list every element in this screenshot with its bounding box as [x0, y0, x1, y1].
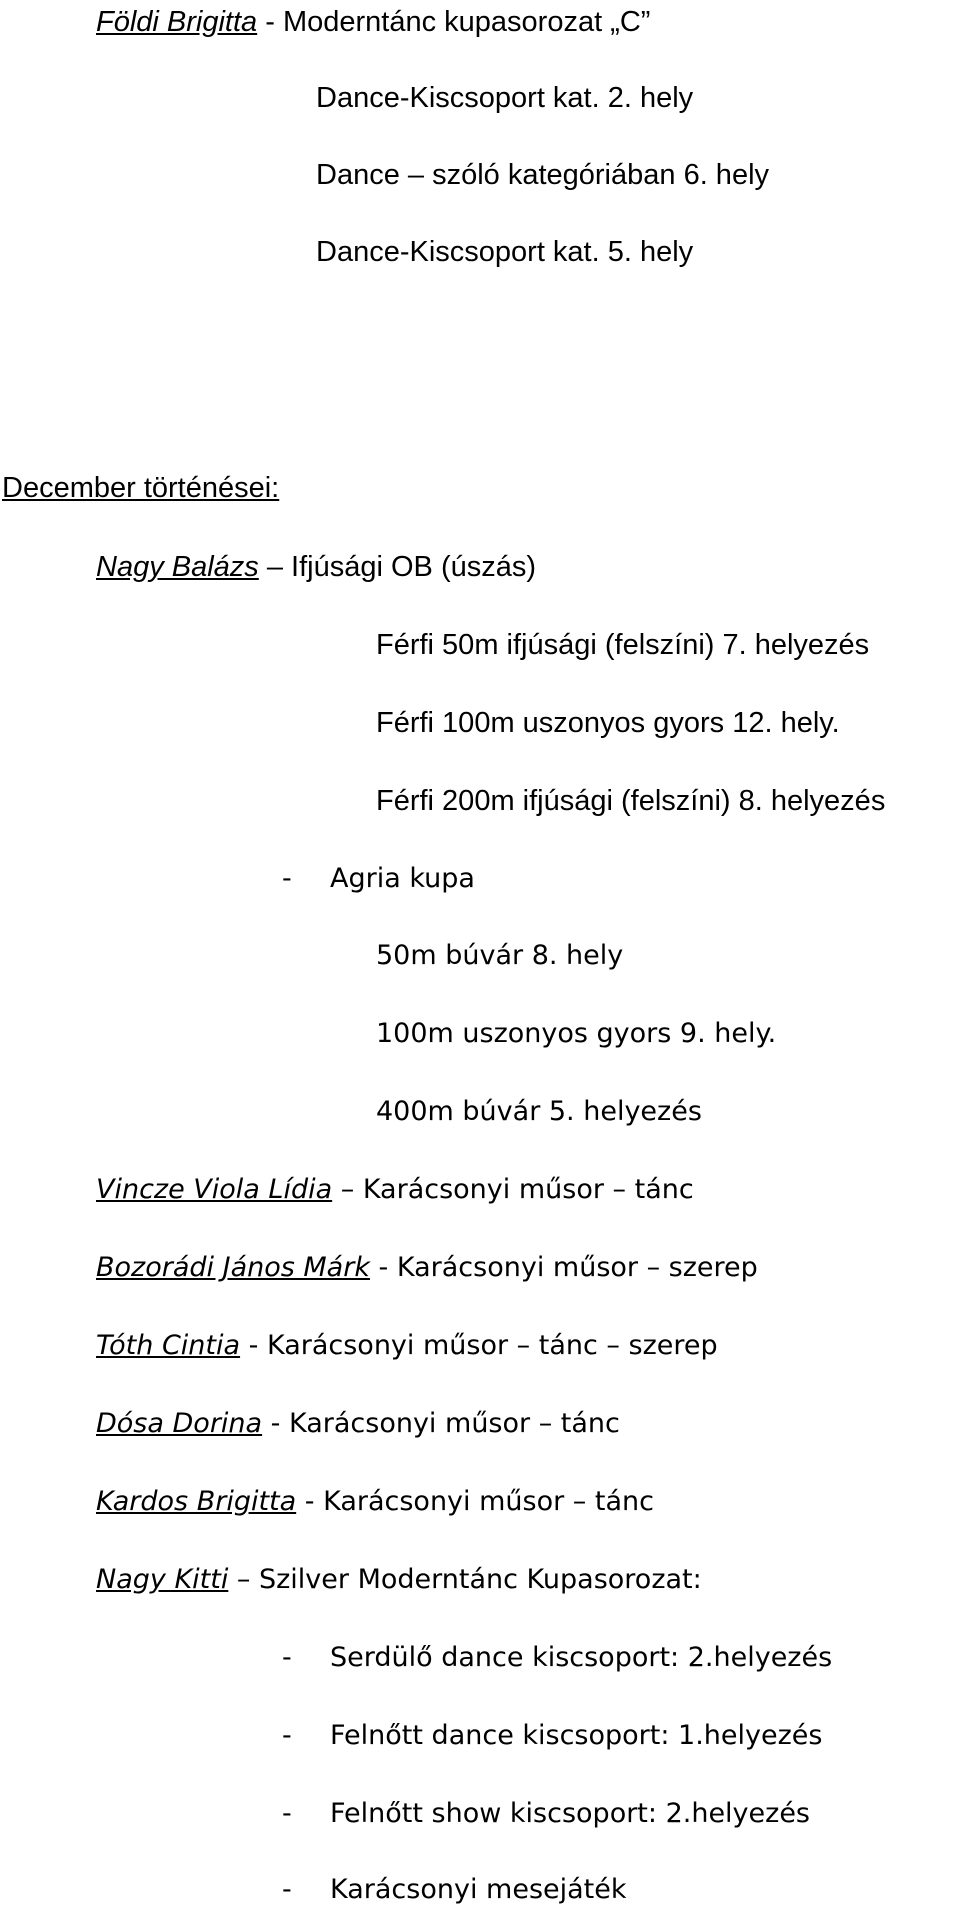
- entry-description: – Karácsonyi műsor – tánc: [332, 1174, 694, 1205]
- entry-description: - Moderntánc kupasorozat „C”: [257, 6, 651, 38]
- person-name: Vincze Viola Lídia: [96, 1174, 333, 1205]
- person-name: Bozorádi János Márk: [96, 1252, 370, 1283]
- competition-name: Agria kupa: [330, 863, 475, 894]
- entry-description: - Karácsonyi műsor – tánc – szerep: [240, 1330, 718, 1361]
- result-line: 100m uszonyos gyors 9. hely.: [376, 1018, 777, 1049]
- list-item: Serdülő dance kiscsoport: 2.helyezés: [330, 1642, 833, 1673]
- result-line: 400m búvár 5. helyezés: [376, 1096, 702, 1127]
- bullet-dash: -: [282, 1874, 292, 1905]
- result-line: Férfi 200m ifjúsági (felszíni) 8. helyezés: [376, 785, 886, 817]
- entry-line: [96, 1328, 718, 1364]
- bullet-dash: -: [282, 863, 292, 894]
- bullet-dash: -: [282, 1798, 292, 1829]
- person-name: Földi Brigitta: [96, 6, 258, 38]
- entry-description: - Karácsonyi műsor – tánc: [296, 1486, 654, 1517]
- entry-line: [96, 1406, 620, 1442]
- result-line: Férfi 100m uszonyos gyors 12. hely.: [376, 707, 840, 739]
- person-name: Dósa Dorina: [96, 1408, 263, 1439]
- result-line: Dance-Kiscsoport kat. 2. hely: [316, 82, 694, 114]
- list-item: Karácsonyi mesejáték: [330, 1874, 627, 1905]
- list-item: Felnőtt show kiscsoport: 2.helyezés: [330, 1798, 811, 1829]
- entry-description: – Szilver Moderntánc Kupasorozat:: [228, 1564, 702, 1595]
- bullet-dash: -: [282, 1720, 292, 1751]
- entry-description: - Karácsonyi műsor – szerep: [369, 1252, 758, 1283]
- entry-description: – Ifjúsági OB (úszás): [258, 551, 537, 583]
- bullet-dash: -: [282, 1642, 292, 1673]
- entry-description: - Karácsonyi műsor – tánc: [262, 1408, 620, 1439]
- person-name: Nagy Balázs: [96, 551, 259, 583]
- person-name: Tóth Cintia: [96, 1330, 241, 1361]
- section-heading: December történései:: [2, 472, 280, 504]
- result-line: Férfi 50m ifjúsági (felszíni) 7. helyezés: [376, 629, 870, 661]
- person-name: Kardos Brigitta: [96, 1486, 297, 1517]
- result-line: Dance-Kiscsoport kat. 5. hely: [316, 236, 694, 268]
- entry-line: [96, 1484, 654, 1520]
- entry-line: [96, 4, 650, 40]
- entry-line: [96, 1172, 694, 1208]
- entry-line: [96, 1562, 702, 1598]
- entry-line: [96, 1250, 758, 1286]
- entry-line: [96, 549, 536, 585]
- person-name: Nagy Kitti: [96, 1564, 229, 1595]
- list-item: Felnőtt dance kiscsoport: 1.helyezés: [330, 1720, 823, 1751]
- result-line: Dance – szóló kategóriában 6. hely: [316, 159, 770, 191]
- result-line: 50m búvár 8. hely: [376, 940, 624, 971]
